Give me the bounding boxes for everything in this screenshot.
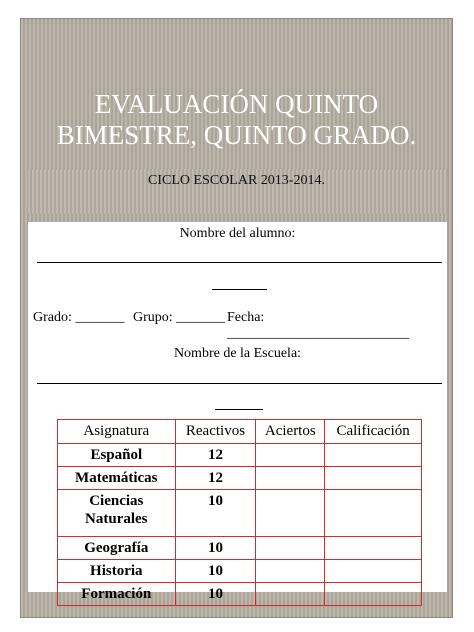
header-reactivos: Reactivos bbox=[175, 420, 256, 444]
subject-cell: Formación bbox=[58, 583, 176, 606]
aciertos-cell[interactable] bbox=[256, 560, 325, 583]
title-line-2: BIMESTRE, QUINTO GRADO. bbox=[56, 120, 417, 150]
calificacion-cell[interactable] bbox=[325, 537, 422, 560]
grades-table bbox=[57, 419, 422, 606]
subject-cell: Ciencias Naturales bbox=[58, 490, 176, 537]
calificacion-cell[interactable] bbox=[325, 490, 422, 537]
table-row bbox=[58, 583, 422, 606]
school-name-label: Nombre de la Escuela: bbox=[173, 346, 302, 361]
reactivos-cell: 10 bbox=[175, 560, 256, 583]
reactivos-cell: 10 bbox=[175, 583, 256, 606]
table-row bbox=[58, 537, 422, 560]
student-name-label: Nombre del alumno: bbox=[179, 226, 296, 241]
aciertos-cell[interactable] bbox=[256, 490, 325, 537]
aciertos-cell[interactable] bbox=[256, 583, 325, 606]
table-header-row bbox=[58, 420, 422, 444]
table-row bbox=[58, 467, 422, 490]
reactivos-cell: 10 bbox=[175, 490, 256, 537]
date-field[interactable]: Fecha: __________________________ bbox=[227, 310, 409, 341]
header-aciertos: Aciertos bbox=[256, 420, 325, 444]
student-form bbox=[28, 222, 447, 602]
aciertos-cell[interactable] bbox=[256, 537, 325, 560]
aciertos-cell[interactable] bbox=[256, 467, 325, 490]
student-name-line-short[interactable] bbox=[212, 289, 267, 290]
subject-cell: Geografía bbox=[58, 537, 176, 560]
table-row bbox=[58, 560, 422, 583]
table-row bbox=[58, 490, 422, 537]
student-name-line[interactable] bbox=[37, 262, 442, 263]
subject-cell: Español bbox=[58, 444, 176, 467]
group-field[interactable]: Grupo: _______ bbox=[133, 310, 226, 325]
document-page bbox=[20, 18, 453, 618]
subject-cell: Matemáticas bbox=[58, 467, 176, 490]
school-cycle: CICLO ESCOLAR 2013-2014. bbox=[148, 173, 325, 188]
calificacion-cell[interactable] bbox=[325, 444, 422, 467]
school-name-line[interactable] bbox=[37, 383, 442, 384]
school-name-line-short[interactable] bbox=[215, 409, 263, 410]
subject-cell: Historia bbox=[58, 560, 176, 583]
header-asignatura: Asignatura bbox=[58, 420, 176, 444]
calificacion-cell[interactable] bbox=[325, 467, 422, 490]
grade-field[interactable]: Grado: _______ bbox=[33, 310, 125, 325]
document-title bbox=[21, 89, 452, 151]
reactivos-cell: 12 bbox=[175, 444, 256, 467]
header-calificacion: Calificación bbox=[325, 420, 422, 444]
reactivos-cell: 12 bbox=[175, 467, 256, 490]
aciertos-cell[interactable] bbox=[256, 444, 325, 467]
calificacion-cell[interactable] bbox=[325, 583, 422, 606]
title-line-1: EVALUACIÓN QUINTO bbox=[94, 89, 379, 119]
table-row bbox=[58, 444, 422, 467]
calificacion-cell[interactable] bbox=[325, 560, 422, 583]
reactivos-cell: 10 bbox=[175, 537, 256, 560]
